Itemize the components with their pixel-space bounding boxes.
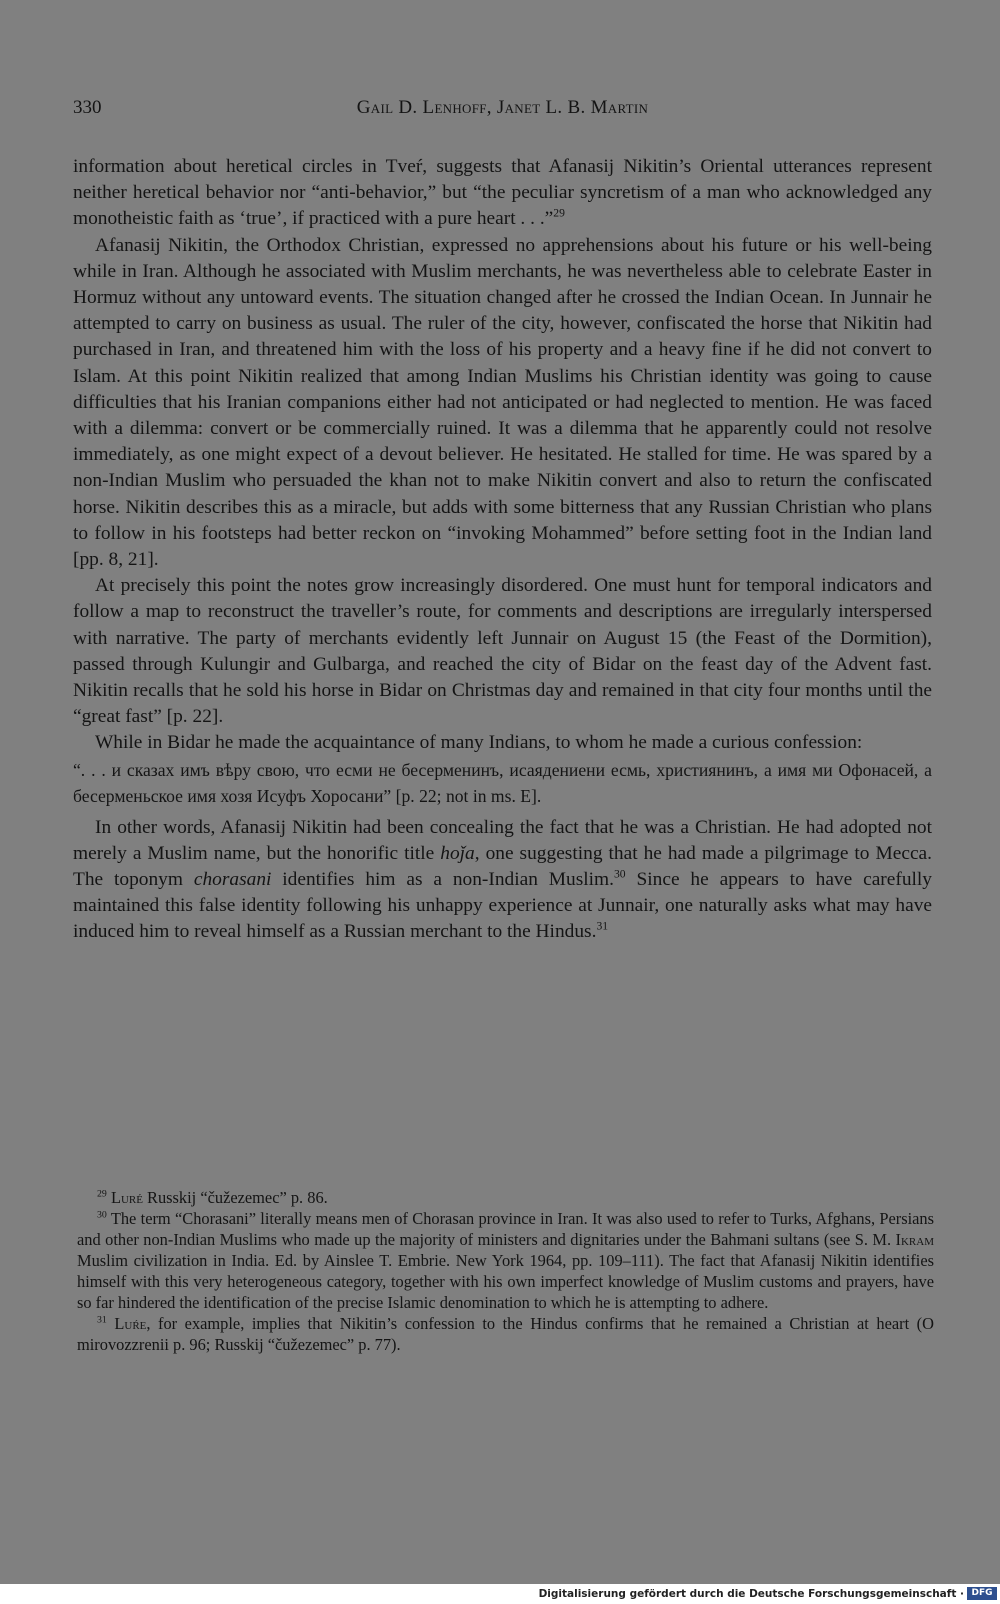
paragraph-text: In other words, Afanasij Nikitin had been concealing the fact that he was a Christian. He had adopted not merely a Muslim name, but the honorific title — [73, 816, 932, 864]
footnote-text: The term “Chorasani” literally means men of Chorasan province in Iran. It was also used to refer to Turks, Afghans, Persians and other non-Indian Muslims who made up the majority of ministers and dignitaries under the Bahmani sultans (see S. M. — [77, 1209, 934, 1249]
footnote-author: Luŕe — [114, 1314, 147, 1333]
funding-credit: Digitalisierung gefördert durch die Deutsche Forschungsgemeinschaft · — [538, 1588, 964, 1600]
footnote-author: Luré — [110, 1188, 143, 1207]
footnote-text: , for example, implies that Nikitin’s confession to the Hindus confirms that he remained a Christian at heart (O mirovozzrenii p. 96; Russkij “čužezemec” p. 77). — [77, 1314, 934, 1354]
footnote-text: Russkij “čužezemec” p. 86. — [142, 1188, 328, 1207]
page-number: 330 — [73, 97, 102, 118]
paragraph-junnair: Afanasij Nikitin, the Orthodox Christian, expressed no apprehensions about his future or his well-being while in Iran. Although he associated with Muslim merchants, he was nevertheless able to celebrate Easter in Hormuz without any untoward events. The situation changed after he crossed the Indian Ocean. In Junnair he attempted to carry on business as usual. The ruler of the city, however, confiscated the horse that Nikitin had purchased in Iran, and threatened him with the loss of his property and a heavy fine if he did not convert to Islam. At this point Nikitin realized that among Indian Muslims his Christian identity was going to cause difficulties that his Iranian companions either had not anticipated or had neglected to mention. He was faced with a dilemma: convert or be commercially ruined. It was a dilemma that he apparently could not resolve immediately, as one might expect of a devout believer. He hesitated. He stalled for time. He was spared by a non-Indian Muslim who persuaded the khan not to make Nikitin convert and also to return the confiscated horse. Nikitin describes this as a miracle, but adds with some bitterness that any Russian Christian who plans to follow in his footsteps had better reckon on “invoking Mohammed” before setting foot in the Indian land [pp. 8, 21]. — [73, 234, 932, 571]
italic-term-hoja: hoǰa — [440, 842, 475, 864]
footnote-number: 31 — [97, 1314, 107, 1326]
paragraph-continuation — [73, 154, 932, 233]
dfg-logo: DFG — [967, 1587, 997, 1600]
footnote-31 — [77, 1313, 934, 1355]
footnote-ref-29[interactable]: 29 — [553, 206, 565, 220]
footnote-number: 29 — [97, 1188, 107, 1200]
footnote-author: Ikram — [895, 1230, 934, 1249]
paragraph-text: identifies him as a non-Indian Muslim. — [271, 869, 614, 891]
footnote-ref-30[interactable]: 30 — [613, 867, 626, 881]
paragraph-text: information about heretical circles in Tveŕ, suggests that Afanasij Nikitin’s Oriental utterances represent neither heretical behavior nor “anti-behavior,” but “the peculiar syncretism of a man who acknowledged any monotheistic faith as ‘true’, if practiced with a pure heart . . .” — [73, 156, 932, 230]
page-header — [73, 97, 932, 123]
paragraph-text: Since he appears to have carefully maintained this false identity following his unhappy experience at Junnair, one naturally asks what may have induced him to reveal himself as a Russian merchant to the Hindus. — [73, 869, 932, 943]
body-text — [73, 154, 932, 946]
footnote-30 — [77, 1208, 934, 1313]
paragraph-bidar: While in Bidar he made the acquaintance of many Indians, to whom he made a curious confession: — [95, 732, 863, 754]
russian-quotation: “. . . и сказах имъ вѣру свою, что есми не бесерменинъ, исаядениени есмь, християнинъ, а имя ми Офонасей, а бесерменьское имя хозя Исуфъ Хоросани” [p. 22; not in ms. E]. — [73, 759, 932, 806]
italic-term-chorasani: chorasani — [193, 869, 272, 891]
digitization-footer — [0, 1584, 1000, 1604]
footnotes — [77, 1187, 934, 1355]
footnote-29 — [77, 1187, 934, 1208]
footnote-ref-31[interactable]: 31 — [596, 920, 609, 934]
footnote-text: Muslim civilization in India. Ed. by Ainslee T. Embrie. New York 1964, pp. 109–111). The fact that Afanasij Nikitin identifies himself with this very heterogeneous category, together with his own imperfect knowledge of Muslim customs and prayers, have so far hindered the identification of the precise Islamic denomination to which he is attempting to adhere. — [77, 1251, 934, 1312]
paragraph-text: , one suggesting that he had made a pilgrimage to Mecca. The toponym — [73, 842, 933, 891]
running-head-authors: Gail D. Lenhoff, Janet L. B. Martin — [356, 97, 649, 118]
paragraph-concealment — [73, 815, 932, 946]
paragraph-route: At precisely this point the notes grow increasingly disordered. One must hunt for temporal indicators and follow a map to reconstruct the traveller’s route, for comments and descriptions are irregularly interspersed with narrative. The party of merchants evidently left Junnair on August 15 (the Feast of the Dormition), passed through Kulungir and Gulbarga, and reached the city of Bidar on the feast day of the Advent fast. Nikitin recalls that he sold his horse in Bidar on Christmas day and remained in that city four months until the “great fast” [p. 22]. — [73, 575, 932, 728]
footnote-number: 30 — [97, 1209, 107, 1221]
